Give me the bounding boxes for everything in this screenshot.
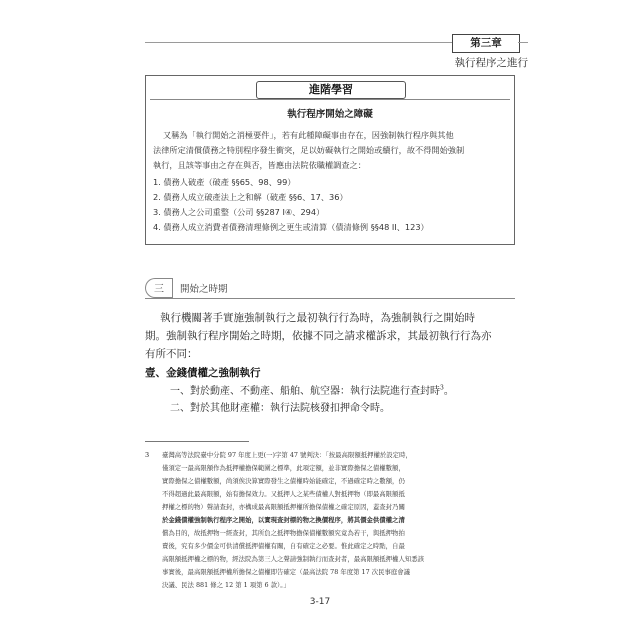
footnote-line-emphasis: 於金錢債權強制執行程序之開始，以實現查封標的物之換價程序，將其價金供債權之清 bbox=[162, 516, 405, 524]
footnote-line: 不得超過此最高限額，始有擔保效力。又抵押人之某些債權人對抵押物（即最高限額抵 bbox=[162, 490, 405, 498]
box-paragraph-line: 又稱為「執行開始之消極要件」，若有此種障礙事由存在，因強制執行程序與其他 bbox=[163, 130, 454, 140]
body-paragraph-line: 期。強制執行程序開始之時期，依據不同之請求權訴求，其最初執行行為亦 bbox=[145, 330, 492, 342]
item-text: 一、對於動產、不動產、船舶、航空器：執行法院進行查封時 bbox=[170, 386, 440, 397]
footnote-reference[interactable]: 3 bbox=[440, 384, 444, 392]
body-paragraph-line: 有所不同： bbox=[145, 348, 198, 360]
header-rule bbox=[145, 42, 453, 43]
enumerated-item: 二、對於其他財產權：執行法院核發扣押命令時。 bbox=[170, 403, 390, 414]
subheading: 壹、金錢債權之強制執行 bbox=[145, 367, 261, 379]
box-list-item: 1. 債務人破產（破產 §§65、98、99） bbox=[153, 177, 296, 187]
header-rule-tail bbox=[518, 42, 528, 43]
page-number: 3-17 bbox=[309, 597, 331, 607]
running-section-title: 執行程序之進行 bbox=[454, 57, 528, 69]
advanced-learning-subtitle: 執行程序開始之障礙 bbox=[287, 109, 373, 120]
section-separator bbox=[172, 278, 173, 298]
body-paragraph-line: 執行機關著手實施強制執行之最初執行行為時，為強制執行之開始時 bbox=[160, 312, 475, 324]
footnote-line: 償為目的，故抵押物一經查封，其所負之抵押物擔保債權數額究竟為若干，與抵押物拍 bbox=[162, 529, 405, 537]
footnote-number: 3 bbox=[145, 451, 150, 459]
footnote-line: 押權之標的物）聲請查封，亦構成最高限額抵押權所擔保債權之確定原因，蓋查封乃關 bbox=[162, 503, 405, 511]
chapter-label: 第三章 bbox=[470, 37, 502, 49]
item-punct: 。 bbox=[443, 386, 454, 397]
footnote-line: 賣後，究有多少價金可供清償抵押債權有關，自有確定之必要。惟此確定之時點，自最 bbox=[162, 542, 405, 550]
box-list-item: 4. 債務人成立消費者債務清理條例之更生或清算（債清條例 §§48 II、123） bbox=[153, 222, 429, 232]
footnote-line: 臺灣高等法院臺中分院 97 年度上更(一)字第 47 號判決：「按最高限額抵押權於設定時， bbox=[162, 451, 412, 459]
box-list-item: 3. 債務人之公司重整（公司 §§287 I④、294） bbox=[153, 207, 325, 217]
chapter-badge bbox=[452, 34, 520, 53]
box-list-item: 2. 債務人成立破產法上之和解（破產 §§6、17、36） bbox=[153, 192, 348, 202]
box-divider bbox=[150, 99, 510, 100]
box-paragraph-line: 法律所定清償債務之特別程序發生衝突，足以妨礙執行之開始或續行，故不得開始強制 bbox=[153, 145, 465, 155]
footnote-line: 實際擔保之債權數額，尚須俟決算實際發生之債權時始能確定，不過確定時之數額，仍 bbox=[162, 477, 405, 485]
footnote-line: 高限額抵押權之標的物，經法院為第三人之聲請強制執行而查封者，最高限額抵押權人知悉該 bbox=[162, 555, 425, 563]
footnote-line: 僅須定一最高限額作為抵押權擔保範圍之標準，此項定額，並非實際擔保之債權數額， bbox=[162, 464, 405, 472]
footnote-rule bbox=[145, 441, 249, 442]
section-heading: 開始之時期 bbox=[180, 284, 228, 295]
box-paragraph-line: 執行，且該等事由之存在與否，皆應由法院依職權調查之： bbox=[153, 160, 366, 170]
advanced-learning-title: 進階學習 bbox=[256, 81, 406, 99]
footnote-line: 事實後，最高限額抵押權所擔保之債權即告確定（最高法院 78 年度第 17 次民事庭會議 bbox=[162, 568, 411, 576]
footnote-line: 決議、民法 881 條之 12 第 1 項第 6 款）。」 bbox=[162, 581, 290, 589]
section-rule bbox=[145, 298, 515, 299]
section-number: 三 bbox=[154, 284, 164, 295]
enumerated-item bbox=[170, 382, 454, 397]
